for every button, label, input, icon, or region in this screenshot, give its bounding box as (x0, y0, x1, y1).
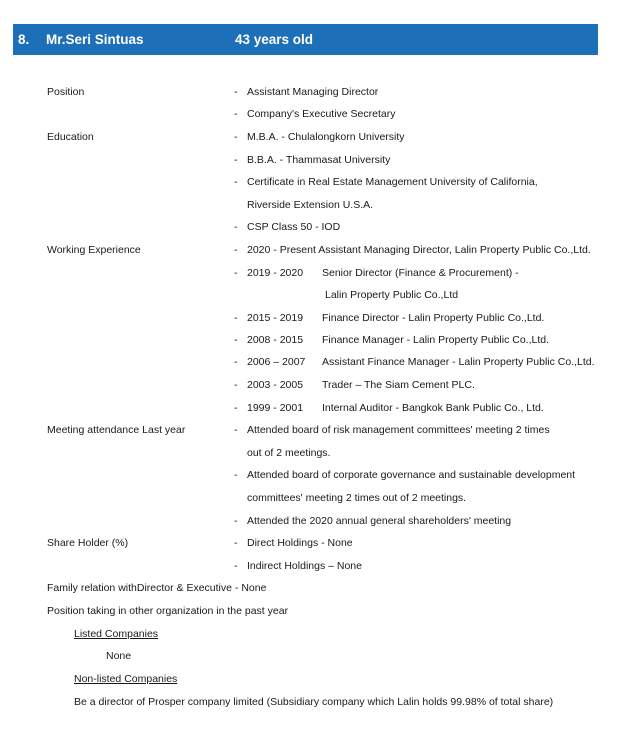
experience-years: 2015 - 2019 (247, 312, 304, 324)
experience-desc: Assistant Finance Manager - Lalin Property Public Co.,Ltd. (322, 356, 595, 368)
position-item: Company's Executive Secretary (247, 108, 396, 120)
experience-desc: Trader – The Siam Cement PLC. (322, 379, 475, 391)
bullet-dash: - (234, 356, 238, 368)
experience-years: 1999 - 2001 (247, 402, 304, 414)
meeting-line: committees' meeting 2 times out of 2 meetings. (247, 492, 467, 504)
experience-desc: Senior Director (Finance & Procurement) - (322, 267, 519, 279)
family-relation-value: - None (231, 582, 267, 594)
position-label: Position (47, 86, 85, 98)
experience-desc: Finance Director - Lalin Property Public Co.,Ltd. (322, 312, 545, 324)
bullet-dash: - (234, 515, 238, 527)
profile-age: 43 years old (235, 32, 314, 47)
education-item: Certificate in Real Estate Management University of California, (247, 176, 538, 188)
bullet-dash: - (234, 312, 238, 324)
education-item: M.B.A. - Chulalongkorn University (247, 131, 405, 143)
shareholder-item: Direct Holdings - None (247, 537, 353, 549)
family-relation (47, 582, 266, 595)
bullet-dash: - (234, 379, 238, 391)
meeting-label: Meeting attendance Last year (47, 424, 186, 436)
profile-header (13, 24, 598, 55)
education-item: CSP Class 50 - IOD (247, 221, 341, 233)
meeting-line: Attended board of corporate governance and sustainable development (247, 469, 576, 481)
bullet-dash: - (234, 334, 238, 346)
experience-desc: Internal Auditor - Bangkok Bank Public Co., Ltd. (322, 402, 544, 414)
bullet-dash: - (234, 221, 238, 233)
experience-years: 2008 - 2015 (247, 334, 304, 346)
experience-years: 2019 - 2020 (247, 267, 304, 279)
profile-name: Mr.Seri Sintuas (46, 32, 144, 47)
listed-companies-label: Listed Companies (74, 628, 159, 640)
bullet-dash: - (234, 176, 238, 188)
bullet-dash: - (234, 402, 238, 414)
meeting-line: out of 2 meetings. (247, 447, 331, 459)
experience-years: 2006 – 2007 (247, 356, 306, 368)
shareholder-item: Indirect Holdings – None (247, 560, 362, 572)
education-item: B.B.A. - Thammasat University (247, 154, 391, 166)
bullet-dash: - (234, 537, 238, 549)
listed-companies-value: None (106, 650, 132, 662)
meeting-line: Attended board of risk management committees' meeting 2 times (247, 424, 550, 436)
experience-current: 2020 - Present Assistant Managing Director, Lalin Property Public Co.,Ltd. (247, 244, 591, 256)
bullet-dash: - (234, 560, 238, 572)
position-item: Assistant Managing Director (247, 86, 379, 98)
bullet-dash: - (234, 131, 238, 143)
nonlisted-companies-label: Non-listed Companies (74, 673, 178, 685)
nonlisted-companies-value: Be a director of Prosper company limited (Subsidiary company which Lalin holds 99.98% of total share) (74, 696, 554, 708)
family-relation-label: Family relation withDirector & Executive (47, 582, 232, 594)
other-org-label: Position taking in other organization in the past year (47, 605, 289, 617)
bullet-dash: - (234, 267, 238, 279)
bullet-dash: - (234, 244, 238, 256)
meeting-line: Attended the 2020 annual general shareholders' meeting (247, 515, 512, 527)
experience-desc: Finance Manager - Lalin Property Public Co.,Ltd. (322, 334, 550, 346)
bullet-dash: - (234, 154, 238, 166)
shareholder-label: Share Holder (%) (47, 537, 129, 549)
working-experience-label: Working Experience (47, 244, 141, 256)
experience-years: 2003 - 2005 (247, 379, 304, 391)
education-continuation: Riverside Extension U.S.A. (247, 199, 374, 211)
education-label: Education (47, 131, 94, 143)
bullet-dash: - (234, 86, 238, 98)
bullet-dash: - (234, 469, 238, 481)
bullet-dash: - (234, 424, 238, 436)
experience-desc-continuation: Lalin Property Public Co.,Ltd (325, 289, 459, 301)
bullet-dash: - (234, 108, 238, 120)
profile-number: 8. (18, 32, 30, 47)
